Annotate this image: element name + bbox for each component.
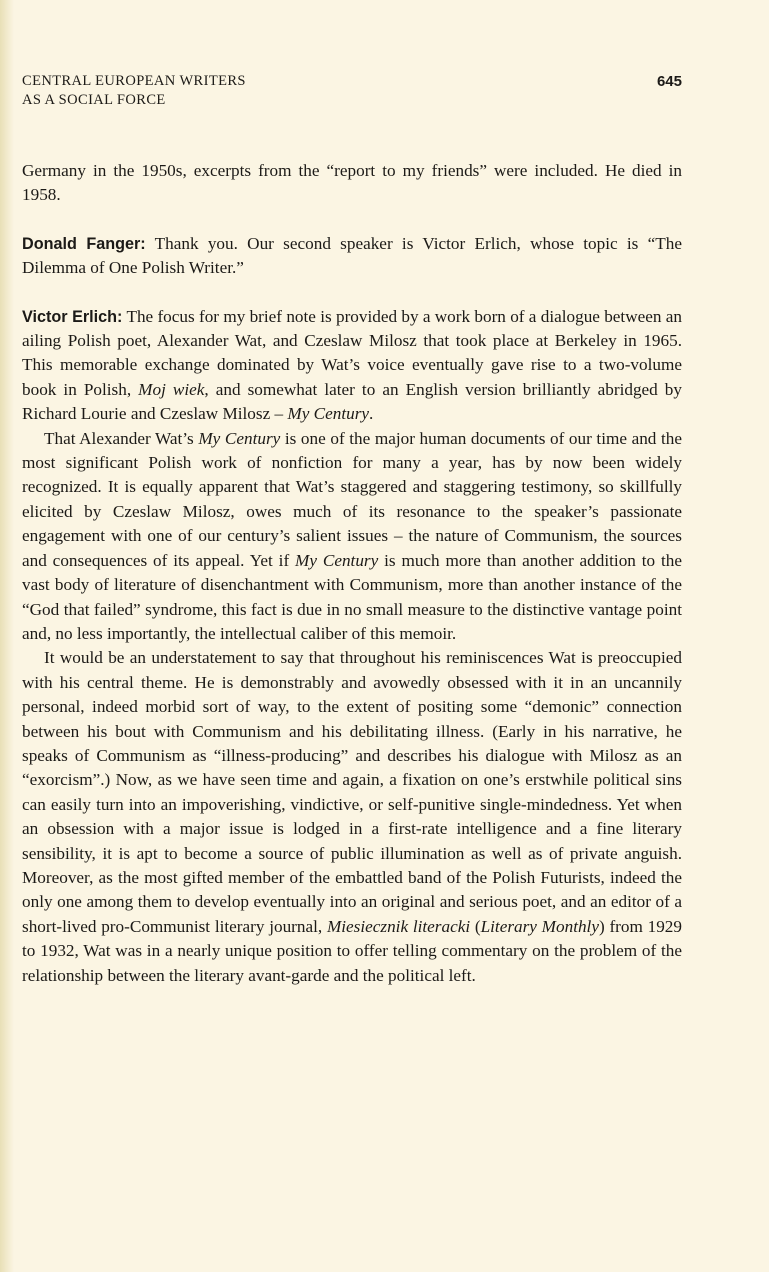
paragraph-text: is one of the major human documents of our time and the most significant Polish work of nonfiction for many a year, has by now been widely recognized. It is equally apparent that Wat’s staggered and staggering testimony, so skillfully elicited by Czeslaw Milosz, owes much of its resonance to the speaker’s passionate engagement with one of our century’s salient issues – the nature of Communism, the sources and consequences of its appeal. Yet if [22, 428, 682, 570]
paragraph-text: Germany in the 1950s, excerpts from the “report to my friends” were included. He died in 1958. [22, 161, 682, 205]
page-gutter-shadow [0, 0, 14, 1272]
paragraph-erlich-intro [22, 305, 682, 427]
paragraph-preoccupation [22, 646, 682, 988]
paragraph-text: The focus for my brief note is provided by a work born of a dialogue between an ailing Polish poet, Alexander Wat, and Czeslaw Milosz that took place at Berkeley in 1965. This memorable exchange dominated by Wat’s voice eventually gave rise to a two-volume book in Polish, [22, 306, 682, 399]
paragraph-text: ) from 1929 to 1932, Wat was in a nearly unique position to offer telling commentary on the problem of the relationship between the literary avant-garde and the political left. [22, 916, 682, 985]
paragraph-text: It would be an understatement to say that throughout his reminiscences Wat is preoccupied with his central theme. He is demonstrably and avowedly obsessed with it in an uncannily personal, indeed morbid sort of way, to the extent of positing some “demonic” connection between his bout with Communism and his debilitating illness. (Early in his narrative, he speaks of Communism as “illness-producing” and describes his dialogue with Milosz as an “exorcism”.) Now, as we have seen time and again, a fixation on one’s erstwhile political sins can easily turn into an impoverishing, vindictive, or self-punitive single-mindedness. Yet when an obsession with a major issue is lodged in a first-rate intelligence and a fine literary sensibility, it is apt to become a source of public illumination as well as of private anguish. Moreover, as the most gifted member of the embattled band of the Polish Futurists, indeed the only one among them to develop eventually into an original and serious poet, and an editor of a short-lived pro-Communist literary journal, [22, 648, 682, 936]
book-title: My Century [198, 428, 281, 448]
running-head [22, 72, 682, 116]
paragraph-my-century [22, 427, 682, 647]
journal-title-translation: Literary Monthly [480, 916, 599, 936]
body-text [22, 159, 682, 988]
running-head-line-1: CENTRAL EUROPEAN WRITERS [22, 73, 246, 89]
book-page [22, 72, 682, 988]
running-head-line-2: AS A SOCIAL FORCE [22, 92, 166, 108]
paragraph-text: is much more than another addition to the vast body of literature of disenchantment with Communism, more than another instance of the “God that failed” syndrome, this fact is due in no small measure to the distinctive vantage point and, no less importantly, the intellectual caliber of this memoir. [22, 550, 682, 643]
paragraph-fanger [22, 232, 682, 281]
page-number: 645 [656, 73, 682, 90]
paragraph-text: . [369, 404, 374, 424]
book-title: My Century [295, 550, 379, 570]
journal-title: Miesiecznik literacki [326, 916, 471, 936]
paragraph-text: , and somewhat later to an English version brilliantly abridged by Richard Lourie and Czeslaw Milosz – [22, 379, 682, 424]
speaker-name: Victor Erlich: [22, 307, 123, 326]
paragraph-text: ( [470, 916, 481, 936]
book-title: Moj wiek [138, 379, 205, 399]
paragraph-continued [22, 159, 682, 208]
paragraph-text: That Alexander Wat’s [44, 428, 199, 448]
paragraph-text: Thank you. Our second speaker is Victor Erlich, whose topic is “The Dilemma of One Polish Writer.” [22, 233, 682, 278]
book-title: My Century [287, 404, 370, 424]
speaker-name: Donald Fanger: [22, 234, 146, 253]
